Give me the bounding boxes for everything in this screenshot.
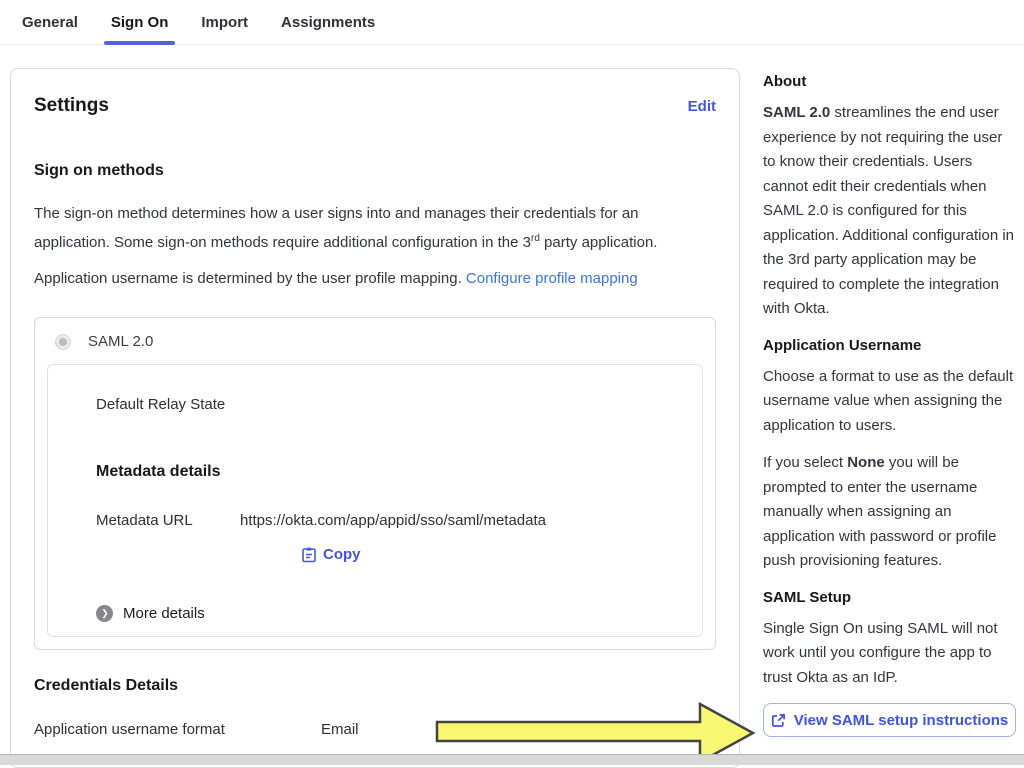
view-saml-setup-instructions-label: View SAML setup instructions: [793, 711, 1009, 729]
metadata-url-label: Metadata URL: [96, 512, 193, 529]
tab-assignments[interactable]: Assignments: [281, 14, 376, 31]
intro-text-part1: The sign-on method determines how a user signs into and manages their credentials for an application. Some sign-on methods require additional configuration in the 3: [34, 205, 639, 251]
edit-link[interactable]: Edit: [687, 97, 716, 115]
radio-dot: [59, 338, 67, 346]
metadata-url-row: [96, 512, 682, 529]
clipboard-icon: [302, 547, 316, 563]
saml-radio-label: SAML 2.0: [88, 333, 154, 350]
application-username-section: [763, 335, 1018, 574]
more-details-toggle[interactable]: [96, 605, 682, 622]
about-body: streamlines the end user experience by not requiring the user to know their credentials. Users cannot edit their credentials when SAML 2.0 is configured for this application. Additional configuration in the 3rd party application may be required to complete the integration with Okta.: [763, 104, 1015, 317]
about-text: [763, 101, 1018, 322]
external-link-icon: [771, 713, 786, 728]
saml-method-box: [34, 317, 716, 650]
copy-label: Copy: [323, 546, 361, 563]
saml-setup-text: Single Sign On using SAML will not work until you configure the app to trust Okta as an IdP.: [763, 619, 998, 686]
tab-import[interactable]: Import: [201, 14, 249, 31]
about-heading: About: [763, 73, 807, 90]
mapping-text: Application username is determined by the user profile mapping.: [34, 270, 466, 287]
para2-pre: If you select: [763, 454, 848, 471]
configure-profile-mapping-link[interactable]: Configure profile mapping: [465, 270, 638, 287]
settings-header: [34, 95, 716, 117]
sign-on-methods-heading: Sign on methods: [34, 162, 164, 179]
tab-general[interactable]: General: [22, 14, 78, 31]
chevron-right-circle-icon: ❯: [96, 605, 113, 622]
application-username-para2: [763, 451, 1018, 574]
view-saml-setup-instructions-button[interactable]: [763, 703, 1016, 737]
username-format-label: Application username format: [34, 720, 225, 738]
credentials-details-heading: Credentials Details: [34, 676, 179, 694]
saml-details-box: [47, 364, 703, 637]
copy-button[interactable]: [302, 546, 361, 563]
about-lead-bold: SAML 2.0: [763, 104, 831, 121]
window-bottom-edge: [0, 754, 1024, 765]
help-sidebar: [763, 71, 1018, 747]
settings-card: [10, 68, 740, 768]
username-mapping-text: [34, 266, 716, 291]
metadata-url-value: https://okta.com/app/appid/sso/saml/metadata: [240, 512, 546, 529]
para2-post: you will be prompted to enter the username manually when assigning an application with password or profile push provisioning features.: [763, 454, 997, 569]
saml-radio-row: [35, 318, 715, 364]
application-username-heading: Application Username: [763, 336, 922, 354]
page-title: Settings: [34, 95, 109, 116]
username-format-value: Email: [321, 720, 359, 738]
para2-bold-none: None: [847, 454, 885, 471]
app-tab-bar: [0, 0, 1024, 45]
more-details-label: More details: [123, 604, 205, 622]
username-format-row: [34, 721, 716, 738]
tab-sign-on[interactable]: Sign On: [111, 14, 169, 44]
intro-text-part2: party application.: [539, 234, 658, 251]
saml-setup-section: [763, 587, 1018, 738]
application-username-para1: Choose a format to use as the default username value when assigning the application to users.: [763, 367, 1014, 434]
sign-on-intro-text: [34, 201, 716, 255]
saml-setup-heading: SAML Setup: [763, 588, 852, 606]
saml-radio-button[interactable]: [55, 334, 71, 350]
metadata-details-heading: Metadata details: [96, 463, 221, 480]
default-relay-state-label: Default Relay State: [96, 396, 226, 413]
about-section: [763, 71, 1018, 322]
intro-superscript: rd: [530, 233, 540, 244]
